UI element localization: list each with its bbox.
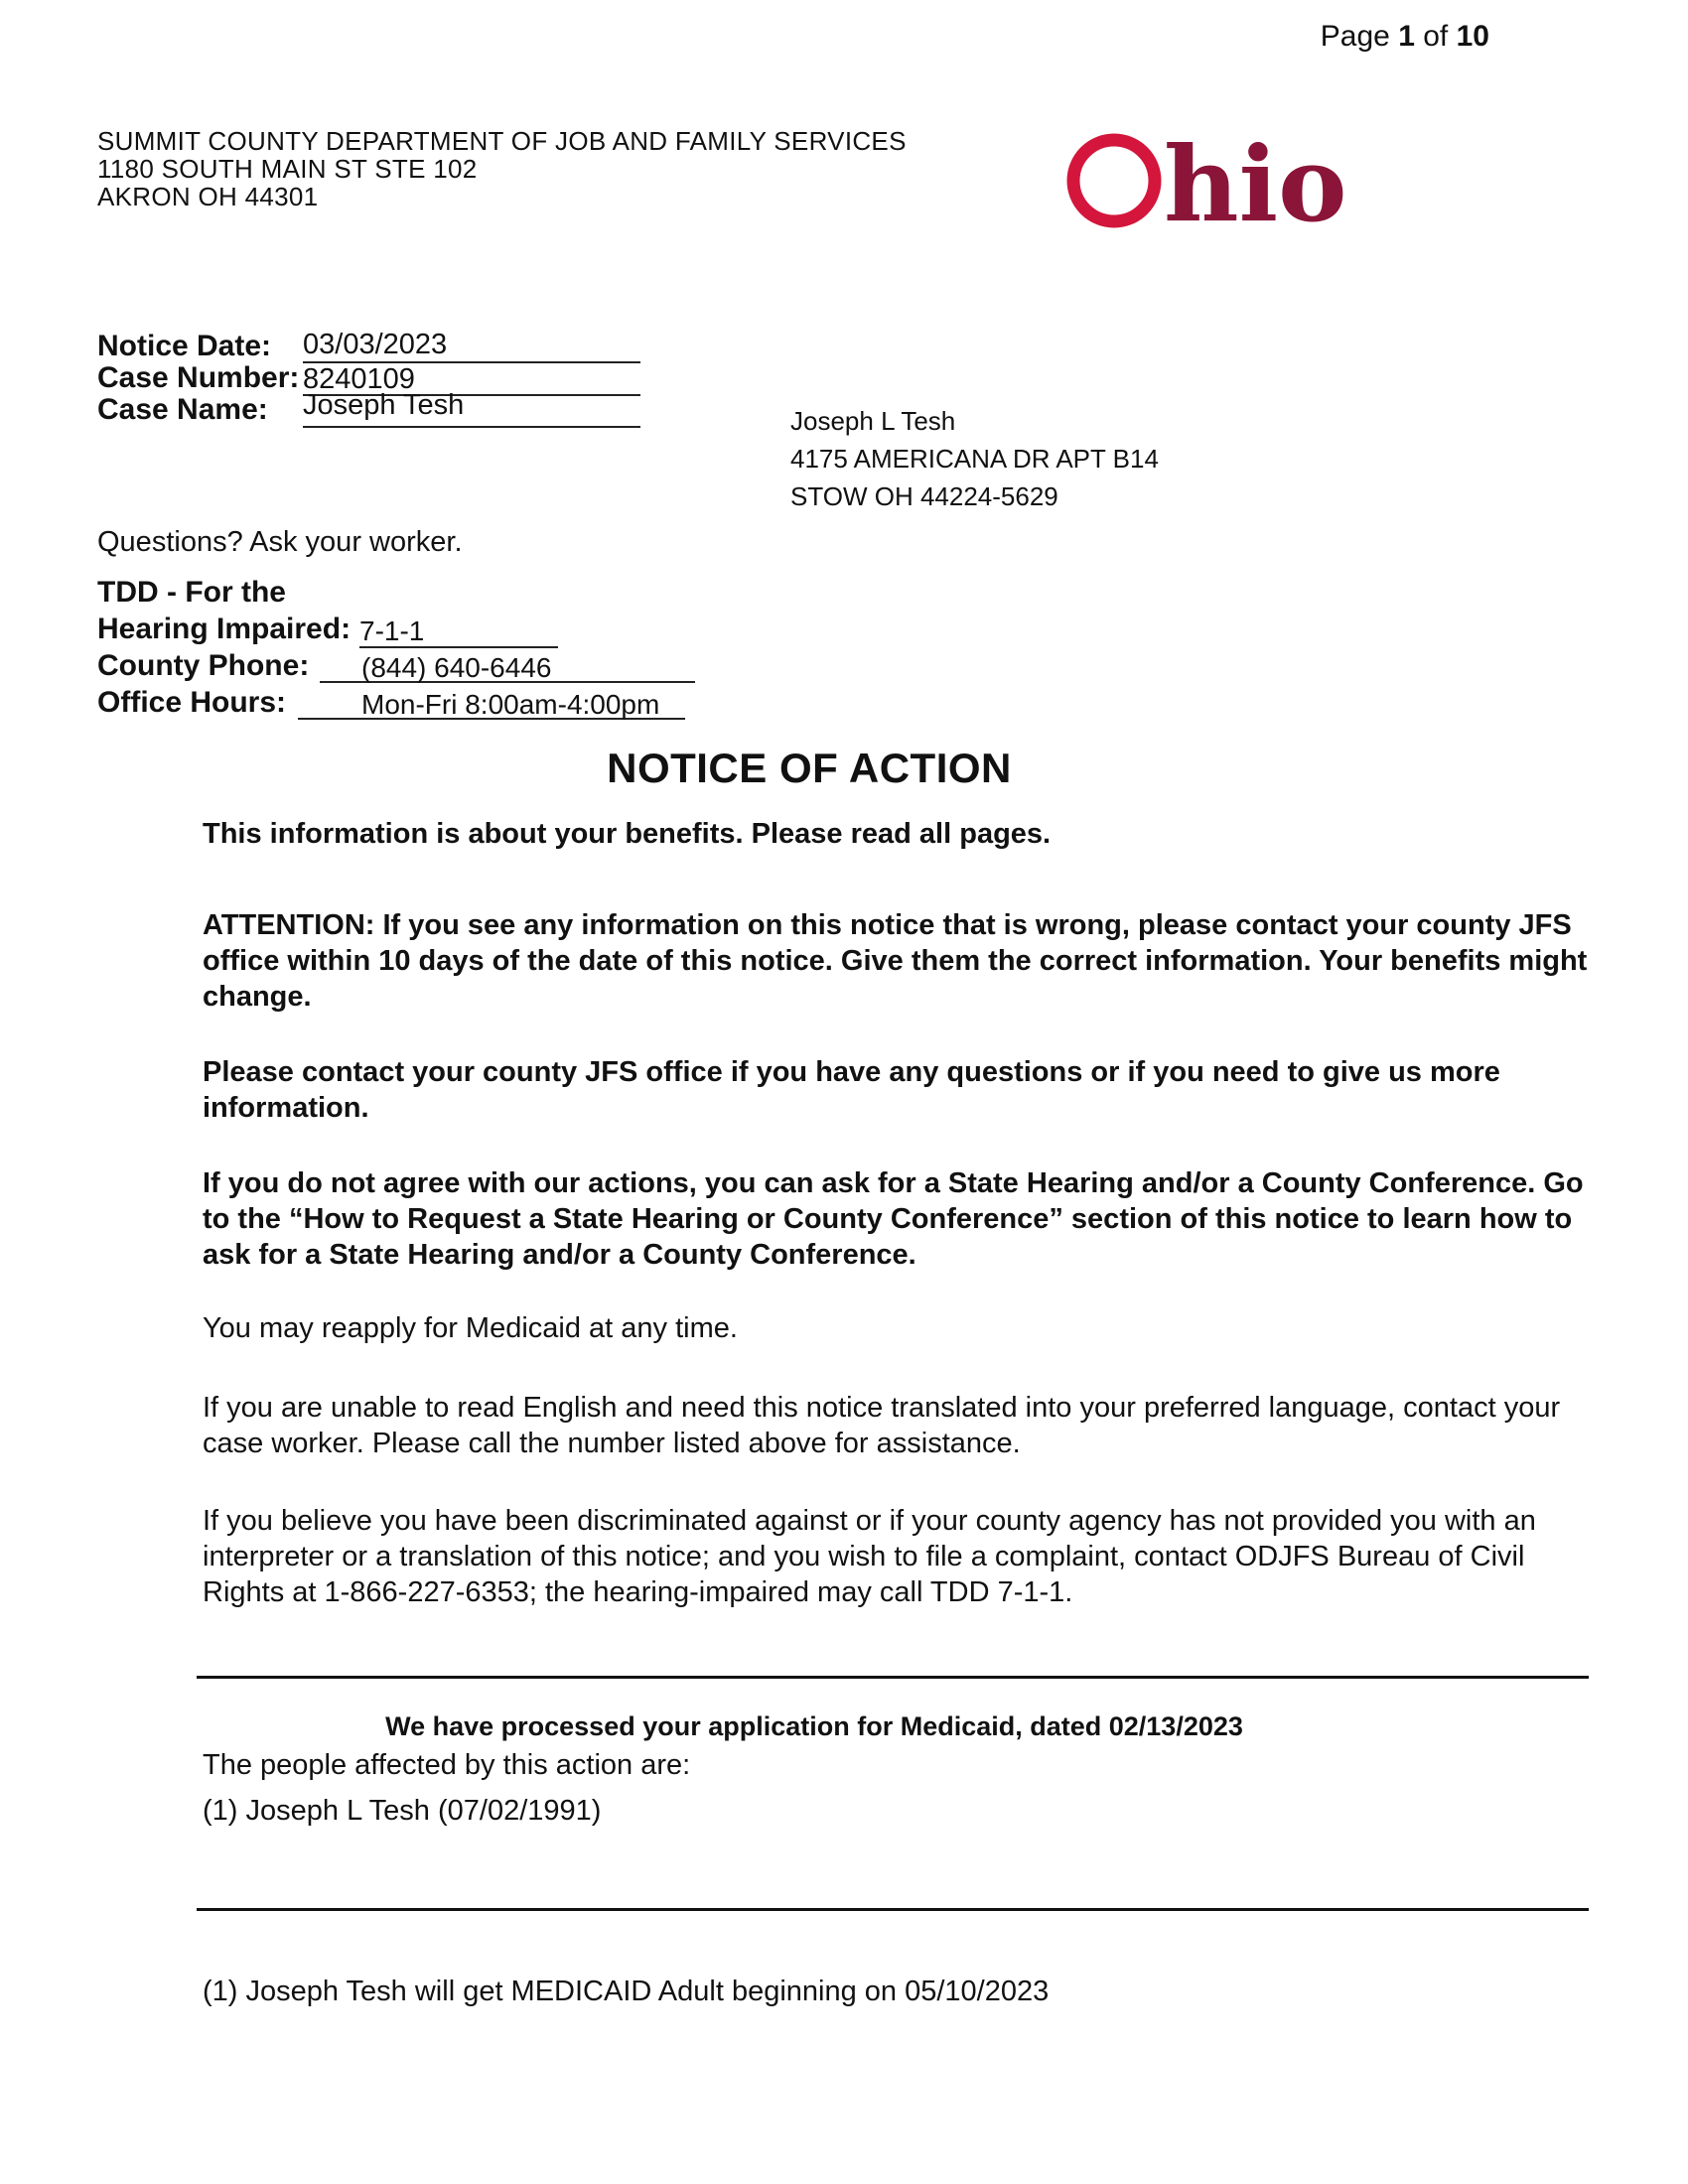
ohio-logo [1062,117,1390,236]
case-name-label: Case Name: [97,393,268,426]
page-current: 1 [1398,20,1415,53]
affected-person-item: (1) Joseph L Tesh (07/02/1991) [203,1795,602,1827]
benefits-info-paragraph: This information is about your benefits. Please read all pages. [203,818,1052,850]
ohio-logo-text: hio [1164,123,1347,236]
notice-date-label: Notice Date: [97,330,272,362]
translation-paragraph: If you are unable to read English and need this notice translated into your preferred language, contact your case worker. Please call the number listed above for assistance. [203,1392,1561,1459]
tdd-label-line1: TDD - For the [97,576,286,609]
section-divider [197,1908,1589,1911]
agency-name: SUMMIT COUNTY DEPARTMENT OF JOB AND FAMILY SERVICES [97,126,907,156]
agency-street: 1180 SOUTH MAIN ST STE 102 [97,154,478,184]
discrimination-paragraph: If you believe you have been discriminated against or if your county agency has not provided you with an interpreter or a translation of this notice; and you wish to file a complaint, contact ODJFS Bureau of Civil Rights at 1-866-227-6353; the hearing-impaired may call TDD 7-1-1. [203,1505,1536,1608]
reapply-paragraph: You may reapply for Medicaid at any time. [203,1312,738,1344]
case-number-value: 8240109 [303,362,640,396]
agency-city: AKRON OH 44301 [97,182,319,211]
tdd-label-line2: Hearing Impaired: [97,613,352,645]
questions-text: Questions? Ask your worker. [97,526,463,558]
office-hours-value: Mon-Fri 8:00am-4:00pm [298,686,685,720]
contact-office-paragraph: Please contact your county JFS office if you have any questions or if you need to give us more information. [203,1056,1500,1124]
case-name-value: Joseph Tesh [303,390,640,428]
page-number [1271,20,1489,54]
county-phone-value: (844) 640-6446 [320,649,695,683]
county-phone-label: County Phone: [97,649,310,682]
benefit-decision-item: (1) Joseph Tesh will get MEDICAID Adult beginning on 05/10/2023 [203,1976,1050,2007]
state-hearing-paragraph: If you do not agree with our actions, you can ask for a State Hearing and/or a County Conference. Go to the “How to Request a State Hearing or County Conference” section of this notice to learn how to ask for a State Hearing and/or a County Conference. [203,1167,1584,1271]
processed-application-heading: We have processed your application for Medicaid, dated 02/13/2023 [385,1711,1243,1741]
attention-paragraph: ATTENTION: If you see any information on this notice that is wrong, please contact your county JFS office within 10 days of the date of this notice. Give them the correct information. Your benefits might change. [203,909,1588,1013]
page-total: 10 [1456,20,1489,53]
recipient-address [790,402,1159,515]
ohio-logo-ring [1073,140,1155,221]
recipient-name: Joseph L Tesh [790,406,956,436]
agency-address [97,127,907,210]
notice-title: NOTICE OF ACTION [607,745,1012,791]
recipient-city: STOW OH 44224-5629 [790,481,1058,511]
page-prefix: Page [1320,20,1390,53]
people-affected-label: The people affected by this action are: [203,1749,691,1781]
office-hours-label: Office Hours: [97,686,287,719]
tdd-value: 7-1-1 [359,613,558,648]
section-divider [197,1676,1589,1679]
recipient-street: 4175 AMERICANA DR APT B14 [790,444,1159,474]
notice-date-value: 03/03/2023 [303,328,640,363]
case-number-label: Case Number: [97,361,300,394]
page-of: of [1423,20,1449,53]
